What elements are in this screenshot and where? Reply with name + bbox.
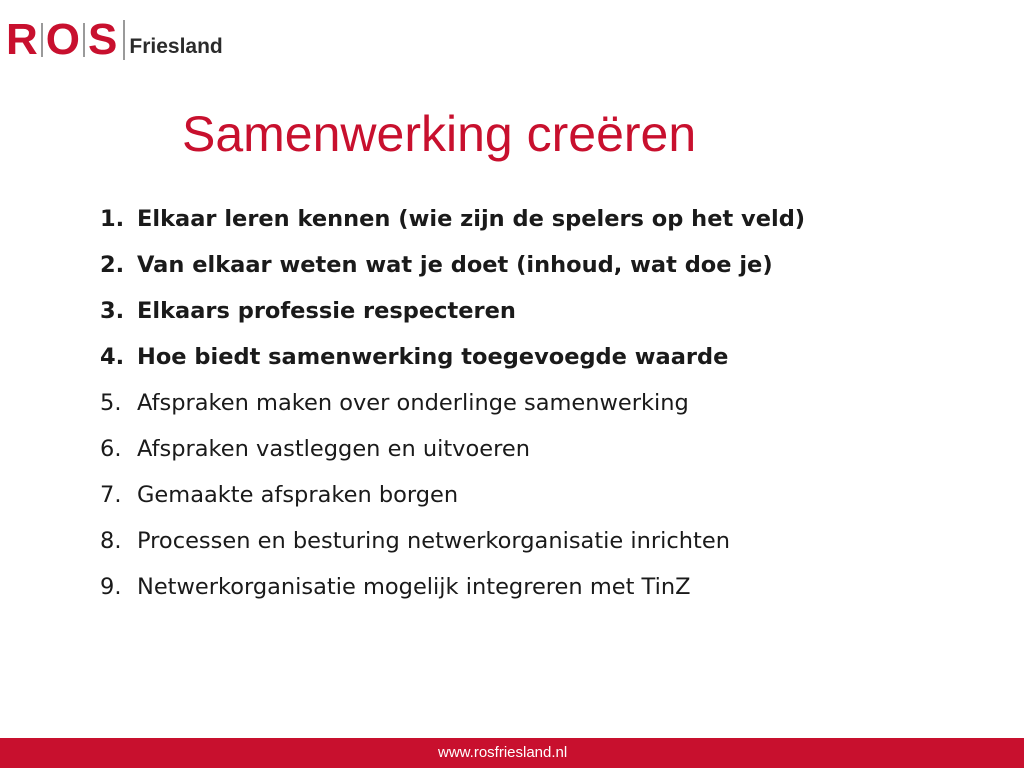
list-item-number: 7. [100,482,122,508]
list-item [100,196,805,242]
logo-separator [123,20,125,60]
list-item-number: 8. [100,528,122,554]
list-item-number: 6. [100,436,122,462]
logo-letter-o: O [45,15,81,64]
slide-title: Samenwerking creëren [182,106,697,162]
list-item [100,334,805,380]
list-item-text: Afspraken vastleggen en uitvoeren [137,436,530,462]
list-item [100,426,805,472]
logo-letter-s: S [88,15,118,64]
logo-separator [41,23,43,57]
list-item-number: 3. [100,298,125,324]
list-item-text: Gemaakte afspraken borgen [137,482,459,508]
list-item-text: Processen en besturing netwerkorganisatie inrichten [137,528,730,554]
list-item-number: 4. [100,344,125,370]
list-item-text: Van elkaar weten wat je doet (inhoud, wat doe je) [137,252,773,278]
list-item-number: 5. [100,390,122,416]
logo-separator [83,23,85,57]
list-item [100,288,805,334]
ros-friesland-logo [6,16,223,64]
list-item-text: Elkaars professie respecteren [137,298,516,324]
list-item-text: Netwerkorganisatie mogelijk integreren met TinZ [137,574,691,600]
list-item [100,242,805,288]
logo-subtitle: Friesland [129,35,223,58]
list-item-text: Hoe biedt samenwerking toegevoegde waarde [137,344,729,370]
logo-letter-r: R [6,15,38,64]
list-item [100,518,805,564]
list-item [100,564,805,610]
footer-website-link[interactable]: www.rosfriesland.nl [438,744,568,761]
list-item [100,472,805,518]
footer-bar [0,738,1024,768]
list-item-number: 1. [100,206,125,232]
list-item [100,380,805,426]
list-item-number: 2. [100,252,125,278]
list-item-text: Elkaar leren kennen (wie zijn de spelers op het veld) [137,206,806,232]
list-item-text: Afspraken maken over onderlinge samenwerking [137,390,689,416]
steps-list [100,196,805,610]
list-item-number: 9. [100,574,122,600]
